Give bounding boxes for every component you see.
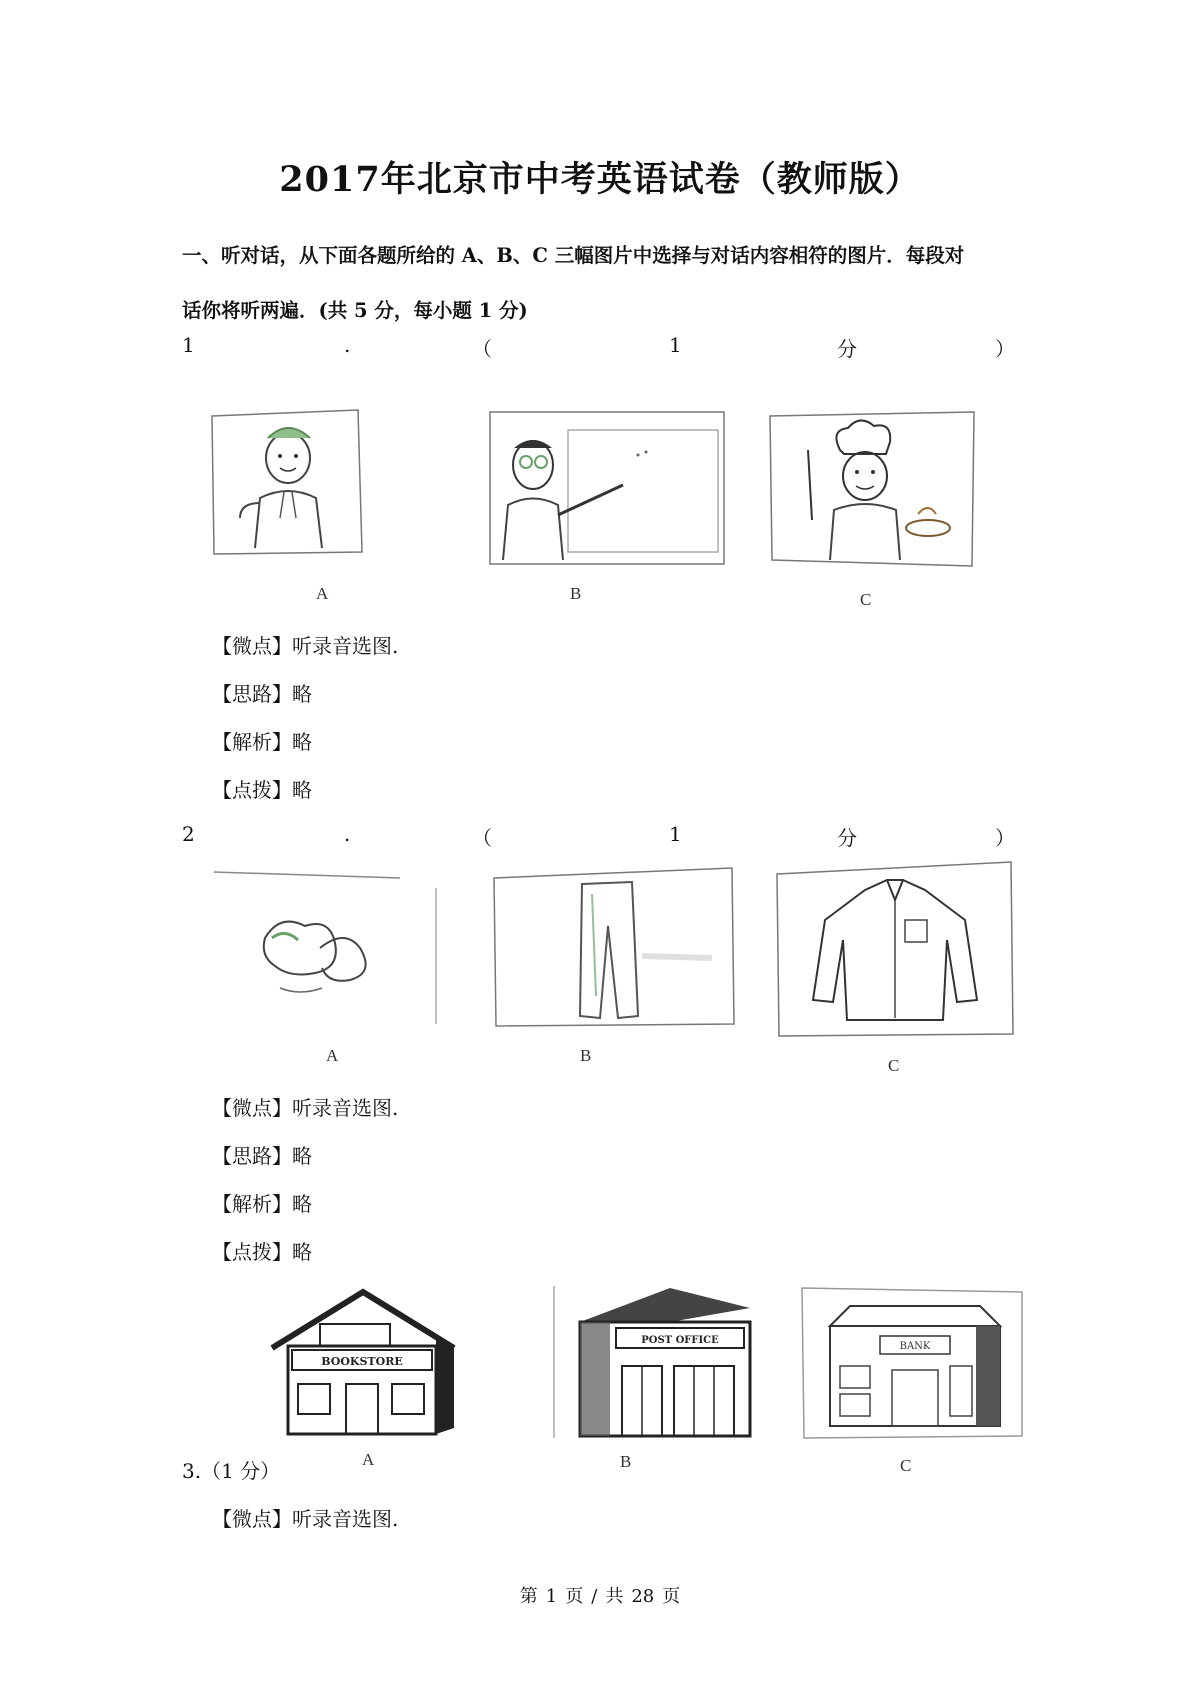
close-paren: ） bbox=[995, 826, 1015, 850]
question-2-line bbox=[182, 822, 1017, 852]
note-point: 【微点】听录音选图. bbox=[212, 1507, 399, 1531]
post-office-sign: POST OFFICE bbox=[641, 1335, 719, 1346]
note-idea: 【思路】略 bbox=[212, 682, 312, 706]
option-label-c: C bbox=[900, 1456, 912, 1475]
section-heading-line1: 一、听对话，从下面各题所给的 A、B、C 三幅图片中选择与对话内容相符的图片．每段对 bbox=[182, 244, 965, 267]
question-1-line bbox=[182, 333, 1017, 363]
option-label-c: C bbox=[860, 590, 872, 609]
note-point: 【微点】听录音选图. bbox=[212, 1096, 399, 1120]
bank-building-icon bbox=[800, 1286, 1025, 1442]
shirt-icon bbox=[775, 860, 1015, 1038]
post-office-building-icon bbox=[550, 1282, 765, 1442]
option-label-a: A bbox=[326, 1046, 339, 1065]
question-dot: . bbox=[344, 333, 351, 357]
option-label-b: B bbox=[580, 1046, 592, 1065]
shoes-icon bbox=[210, 868, 440, 1026]
question-score: 1 bbox=[669, 822, 682, 846]
teacher-icon bbox=[488, 410, 728, 568]
note-point: 【微点】听录音选图. bbox=[212, 634, 399, 658]
trousers-icon bbox=[492, 866, 737, 1028]
footer-page: 1 bbox=[545, 1586, 558, 1607]
bank-sign: BANK bbox=[899, 1341, 931, 1352]
note-analysis: 【解析】略 bbox=[212, 1192, 312, 1216]
score-unit: 分 bbox=[837, 337, 857, 361]
question-dot: . bbox=[344, 822, 351, 846]
note-tip: 【点拨】略 bbox=[212, 1240, 312, 1264]
page-title: 2017年北京市中考英语试卷（教师版） bbox=[279, 159, 921, 200]
note-tip: 【点拨】略 bbox=[212, 778, 312, 802]
footer-total-unit: 页 bbox=[662, 1586, 681, 1607]
section-heading-line2: 话你将听两遍．(共 5 分，每小题 1 分) bbox=[182, 299, 528, 322]
footer-page-unit: 页 bbox=[565, 1586, 584, 1607]
question-score: 1 bbox=[669, 333, 682, 357]
question-number: 1 bbox=[182, 333, 195, 357]
question-number: 2 bbox=[182, 822, 195, 846]
footer-separator: / bbox=[591, 1586, 598, 1607]
page-footer bbox=[0, 1582, 1200, 1608]
section-heading bbox=[182, 228, 1032, 338]
footer-total: 28 bbox=[631, 1586, 655, 1607]
open-paren: （ bbox=[472, 826, 492, 850]
note-idea: 【思路】略 bbox=[212, 1144, 312, 1168]
note-analysis: 【解析】略 bbox=[212, 730, 312, 754]
option-label-b: B bbox=[570, 584, 582, 603]
score-unit: 分 bbox=[837, 826, 857, 850]
doctor-icon bbox=[210, 408, 365, 558]
question-3-label: 3.（1 分） bbox=[182, 1459, 281, 1483]
bookstore-building-icon bbox=[268, 1288, 458, 1438]
bookstore-sign: BOOKSTORE bbox=[321, 1355, 403, 1368]
chef-icon bbox=[768, 410, 978, 570]
open-paren: （ bbox=[472, 337, 492, 361]
footer-prefix: 第 bbox=[519, 1586, 538, 1607]
option-label-a: A bbox=[362, 1450, 375, 1469]
option-label-b: B bbox=[620, 1452, 632, 1471]
close-paren: ） bbox=[995, 337, 1015, 361]
option-label-c: C bbox=[888, 1056, 900, 1075]
footer-total-prefix: 共 bbox=[605, 1586, 624, 1607]
option-label-a: A bbox=[316, 584, 329, 603]
